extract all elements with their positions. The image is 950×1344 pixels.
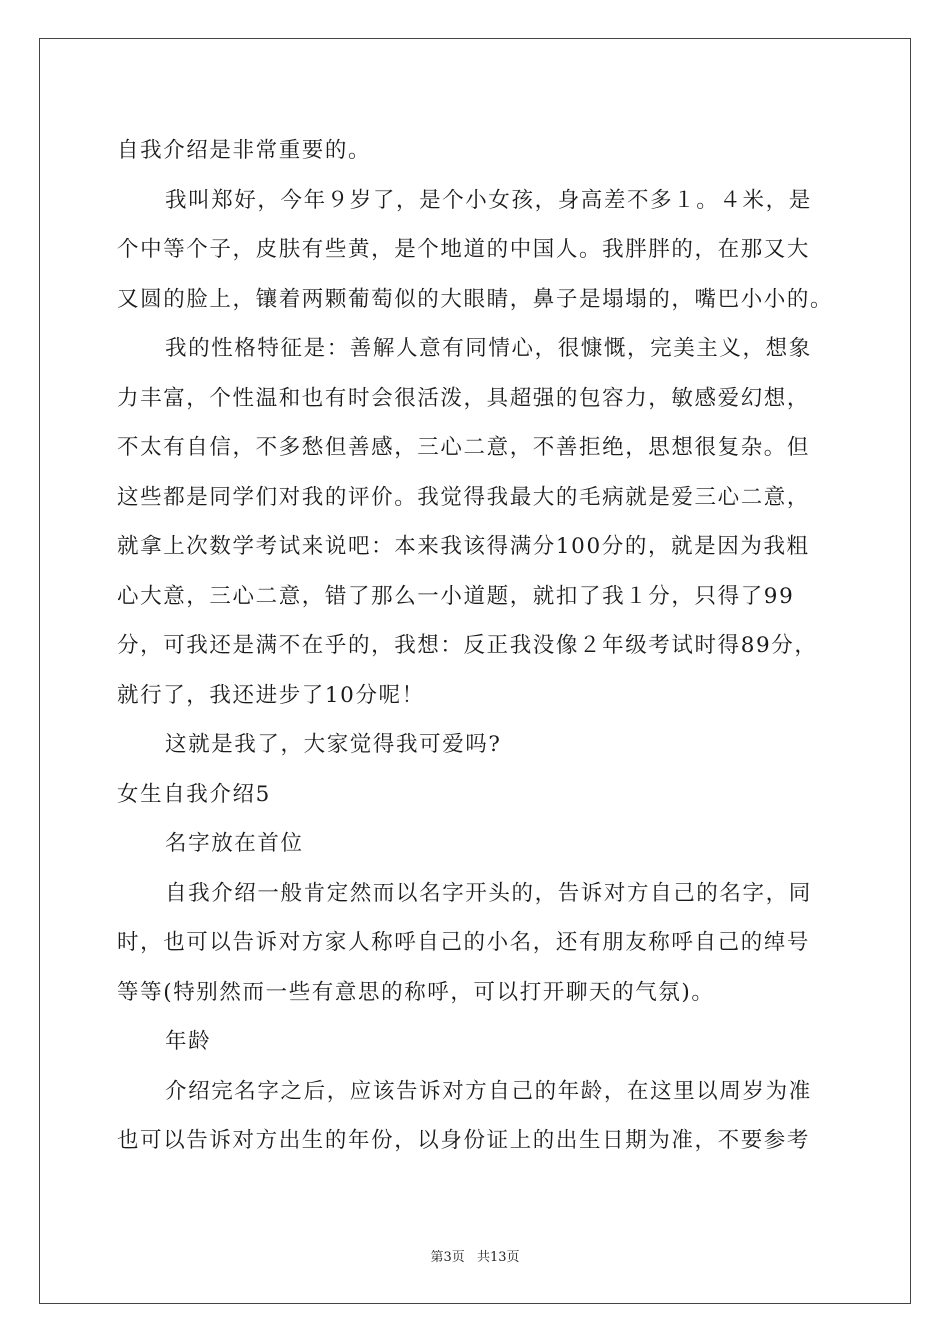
text-line: 不太有自信，不多愁但善感，三心二意，不善拒绝，思想很复杂。但 — [117, 435, 811, 460]
text-line: 自我介绍一般肯定然而以名字开头的，告诉对方自己的名字，同 — [165, 880, 812, 906]
subheading: 年龄 — [165, 1029, 212, 1054]
text-line: 分，可我还是满不在乎的，我想：反正我没像２年级考试时得89分， — [117, 633, 818, 658]
text-line: 我叫郑好，今年９岁了，是个小女孩，身高差不多１。４米，是 — [165, 187, 812, 213]
page-footer — [0, 1246, 950, 1265]
text-line: 也可以告诉对方出生的年份，以身份证上的出生日期为准，不要参考 — [117, 1128, 811, 1153]
text-line: 这些都是同学们对我的评价。我觉得我最大的毛病就是爱三心二意， — [117, 484, 811, 510]
page-number: 第3页 — [430, 1250, 465, 1265]
text-line: 等等(特别然而一些有意思的称呼，可以打开聊天的气氛)。 — [117, 979, 715, 1005]
text-line: 力丰富，个性温和也有时会很活泼，具超强的包容力，敏感爱幻想， — [117, 385, 811, 411]
subheading: 名字放在首位 — [165, 831, 304, 856]
section-heading: 女生自我介绍5 — [117, 781, 271, 807]
text-line: 心大意，三心二意，错了那么一小道题，就扣了我１分，只得了99 — [117, 583, 795, 609]
text-line: 自我介绍是非常重要的。 — [117, 138, 372, 163]
text-line: 我的性格特征是：善解人意有同情心，很慷慨，完美主义，想象 — [165, 336, 812, 361]
text-line: 介绍完名字之后，应该告诉对方自己的年龄，在这里以周岁为准 — [165, 1078, 812, 1104]
text-line: 就行了，我还进步了10分呢！ — [117, 682, 425, 708]
text-line: 就拿上次数学考试来说吧：本来我该得满分100分的，就是因为我粗 — [117, 534, 810, 559]
text-line: 时，也可以告诉对方家人称呼自己的小名，还有朋友称呼自己的绰号 — [117, 930, 811, 955]
text-line: 个中等个子，皮肤有些黄，是个地道的中国人。我胖胖的，在那又大 — [117, 237, 811, 262]
text-line: 又圆的脸上，镶着两颗葡萄似的大眼睛，鼻子是塌塌的，嘴巴小小的。 — [117, 286, 834, 312]
page-total: 共13页 — [476, 1250, 520, 1265]
text-line: 这就是我了，大家觉得我可爱吗? — [165, 732, 502, 757]
document-body — [117, 126, 837, 1166]
